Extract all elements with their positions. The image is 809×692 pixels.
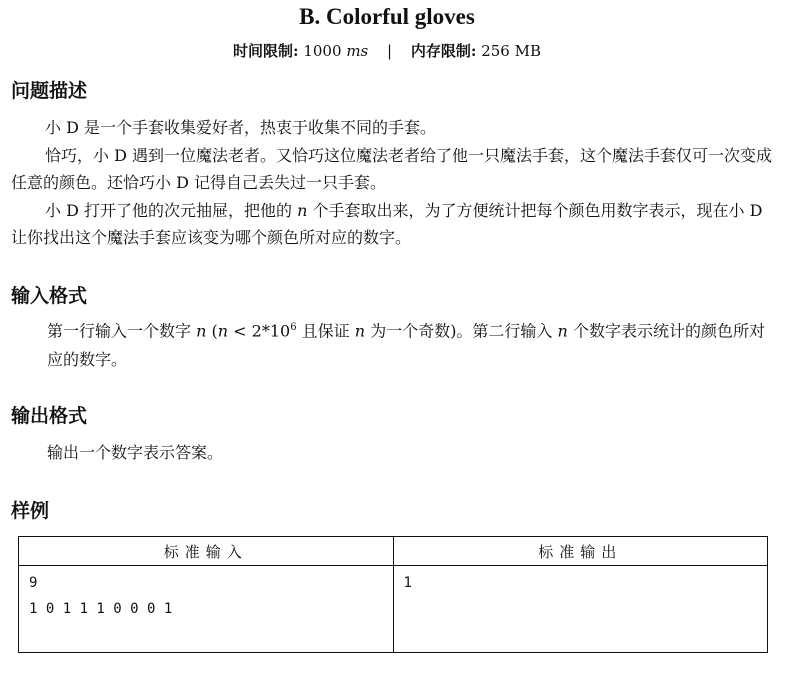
output-heading: 输出格式 [11,405,88,427]
input-less-than: < 2*10 [233,321,291,341]
sample-output-line-1: 1 [403,575,412,591]
input-text-d: 个数字表示统计的颜色所对应的数字。 [47,321,765,370]
input-exponent: 6 [290,322,297,333]
time-limit-value: 1000 [303,42,342,60]
input-paren: ( [211,321,218,341]
sample-input-header: 标准输入 [19,537,394,566]
memory-limit-label: 内存限制: [410,42,477,60]
problem-title: B. Colorful gloves [299,4,475,29]
sample-heading: 样例 [11,500,50,522]
memory-limit-value: 256 MB [481,42,541,60]
time-limit-label: 时间限制: [233,42,299,60]
sample-input-line-1: 9 [29,575,38,591]
output-format-text: 输出一个数字表示答案。 [47,443,224,462]
sample-input-cell [19,566,394,653]
sample-output-cell [393,566,768,653]
variable-n: n [297,201,308,220]
variable-n: n [557,321,568,341]
input-heading: 输入格式 [11,285,88,307]
sample-output-header: 标准输出 [393,537,768,566]
variable-n: n [354,321,366,341]
input-text-c: 为一个奇数)。第二行输入 [370,321,553,341]
time-limit-unit: ms [346,42,369,60]
input-text-b: 且保证 [301,321,350,341]
input-format-text [47,313,777,374]
sample-input-line-2: 1 0 1 1 1 0 0 0 1 [29,601,173,617]
description-paragraph-2: 恰巧，小 D 遇到一位魔法老者。又恰巧这位魔法老者给了他一只魔法手套，这个魔法手套仅可一次变成任意的颜色。还恰巧小 D 记得自己丢失过一只手套。 [11,146,773,192]
description-heading: 问题描述 [11,80,88,102]
description-p3-text-b: 个手套取出来，为了方便统计把每个颜色用数字表示，现在小 D 让你找出这个魔法手套应该变为哪个颜色所对应的数字。 [11,201,763,247]
limits-bar [0,40,774,61]
input-text-a: 第一行输入一个数字 [47,321,192,341]
limits-separator: | [387,42,393,60]
description-paragraph-3 [11,197,777,251]
description-paragraph-1: 小 D 是一个手套收集爱好者，热衷于收集不同的手套。 [45,118,437,137]
sample-table [18,536,768,653]
description-p3-text-a: 小 D 打开了他的次元抽屉，把他的 [45,201,293,220]
variable-n: n [217,321,229,341]
variable-n: n [196,321,207,341]
